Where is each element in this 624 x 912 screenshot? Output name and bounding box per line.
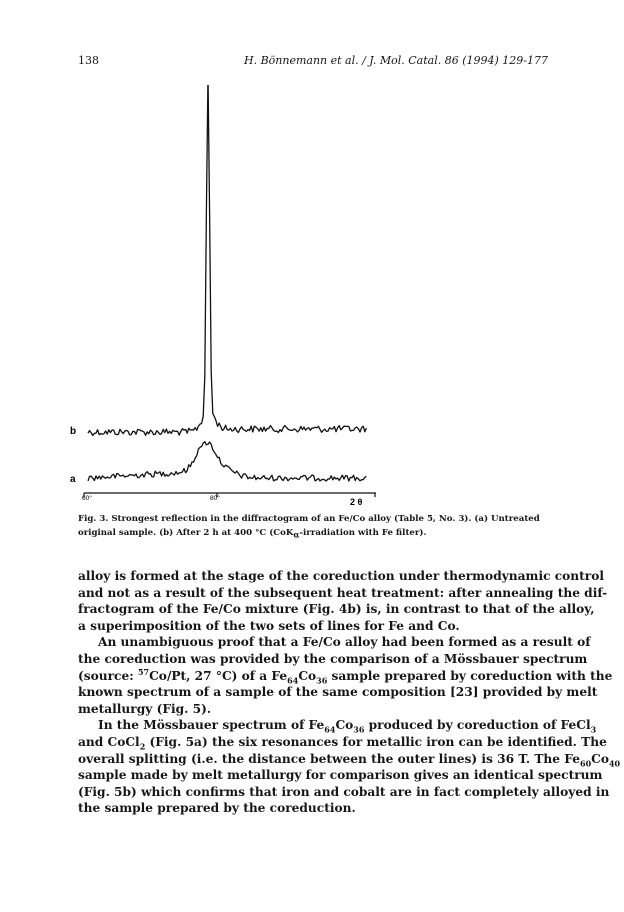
body-line: (source: $^{57}$Co/Pt, 27 °C) of a $Fe_{64}Co_{36}$ sample prepared by coreduction with the	[78, 666, 613, 685]
body-line: the sample prepared by the coreduction.	[78, 801, 356, 816]
trace-b-label: b	[70, 426, 77, 437]
body-line: metallurgy (Fig. 5).	[78, 701, 212, 716]
x-axis-title: 2 θ	[350, 497, 363, 505]
body-line: In the Mössbauer spectrum of $Fe_{64}Co_{36}$ produced by coreduction of FeCl$_3$	[98, 718, 597, 735]
body-line: An unambiguous proof that a Fe/Co alloy had been formed as a result of	[98, 635, 591, 650]
x-tick-label-60: 60°	[82, 495, 92, 502]
figure-caption	[78, 512, 552, 540]
body-text	[78, 568, 621, 817]
body-line: (Fig. 5b) which confirms that iron and cobalt are in fact completely alloyed in	[78, 784, 610, 799]
body-line: known spectrum of a sample of the same composition [23] provided by melt	[78, 685, 598, 700]
trace-a-label: a	[70, 474, 76, 485]
body-line: and CoCl$_2$ (Fig. 5a) the six resonances for metallic iron can be identified. The	[78, 734, 607, 752]
body-line: and not as a result of the subsequent heat treatment: after annealing the dif-	[78, 585, 608, 600]
body-line: fractogram of the Fe/Co mixture (Fig. 4b) is, in contrast to that of the alloy,	[78, 602, 595, 617]
diffractogram-figure	[60, 85, 390, 505]
trace-a-line	[88, 442, 366, 481]
body-line: alloy is formed at the stage of the coreduction under thermodynamic control	[78, 569, 604, 583]
trace-b-line	[88, 85, 366, 436]
body-line: sample made by melt metallurgy for comparison gives an identical spectrum	[78, 768, 603, 783]
caption-line: Fig. 3. Strongest reflection in the diffractogram of an Fe/Co alloy (Table 5, No. 3). (a) Untreated	[78, 514, 540, 524]
x-tick-label-80: 80°	[210, 495, 220, 502]
caption-line: original sample. (b) After 2 h at 400 °C (CoK$_\alpha$-irradiation with Fe filter).	[78, 528, 427, 540]
page-number: 138	[78, 54, 99, 67]
running-head: H. Bönnemann et al. / J. Mol. Catal. 86 (1994) 129-177	[243, 54, 548, 67]
page-header	[78, 50, 548, 70]
body-line: overall splitting (i.e. the distance between the outer lines) is 36 T. The $Fe_{60}Co_{40}$	[78, 751, 621, 768]
body-line: a superimposition of the two sets of lines for Fe and Co.	[78, 618, 460, 633]
body-line: the coreduction was provided by the comparison of a Mössbauer spectrum	[78, 651, 588, 666]
